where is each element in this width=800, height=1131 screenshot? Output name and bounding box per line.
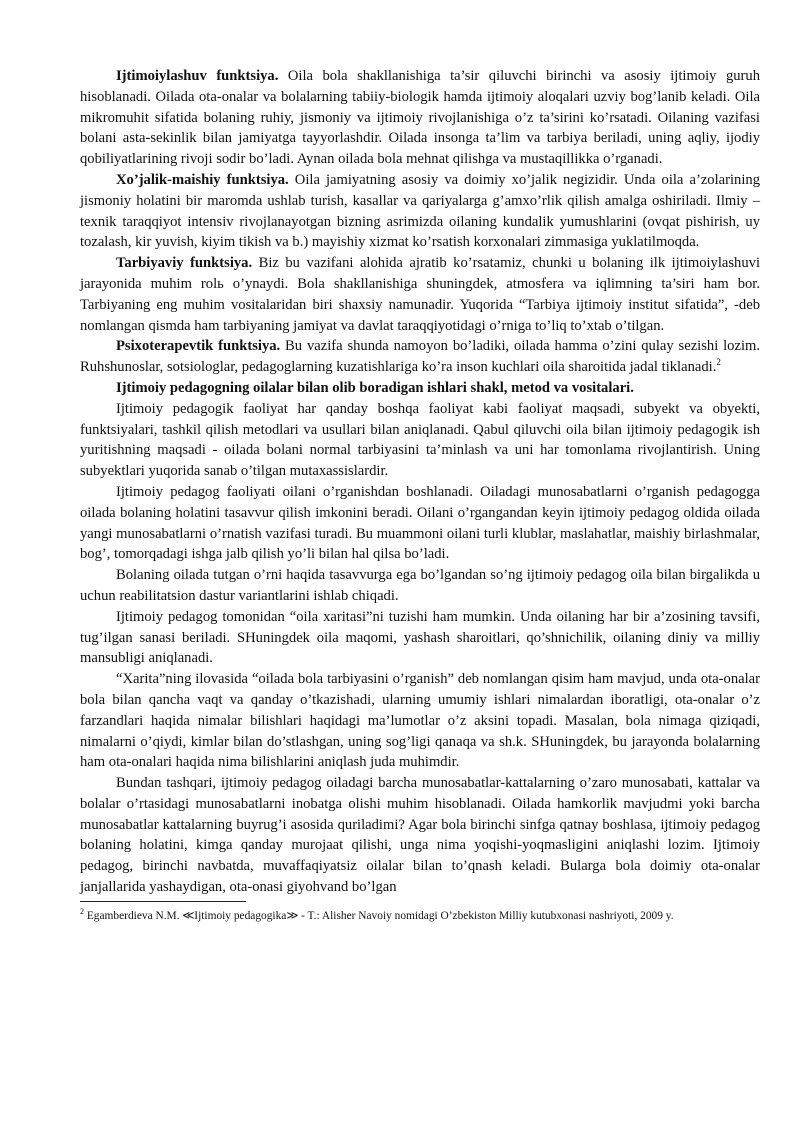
paragraph-body: Ijtimoiy pedagog faoliyati oilani o’rganishdan boshlanadi. Oiladagi munosabatlarni o’rganish pedagogga oilada bolaning holatini tasavvur qilish imkonini beradi. Oilani o’rgangandan keyin ijtimoiy pedagog oldida oilada yangi munosabatlarni o’rnatish vazifasi turadi. Bu muammoni oilani turli klublar, maslahatlar, maishiy birlashmalar, bog’, tomorqadagi ishga jalb qilish yo’li bilan hal qilsa bo’ladi.	[80, 483, 760, 563]
footnote-divider	[80, 901, 246, 902]
paragraph-text: Oila jamiyatning asosiy va doimiy xo’jalik negizidir. Unda oila a’zolarining jismoniy holatini bir maromda ushlab turish, kasallar va qariyalarga g’amxo’rlik qilish amalga oshiriladi. Ilmiy – texnik taraqqiyot intensiv rivojlanayotgan bizning asrimizda oilaning kundalik yumushlarini (ovqat pishirish, uy tozalash, kir yuvish, kiyim tikish va b.) mayishiy xizmat ko’rsatish korxonalari zimmasiga yuklatilmoqda.	[80, 171, 760, 251]
paragraph-body: Ijtimoiy pedagog tomonidan “oila xaritasi”ni tuzishi ham mumkin. Unda oilaning har bir a’zosining tavsifi, tug’ilgan sanasi beriladi. SHuningdek oila maqomi, yashash sharoitlari, qo’shnichilik, oilaning diniy va milliy mansubligi aniqlanadi.	[80, 608, 760, 667]
paragraph-heading: Ijtimoiylashuv funktsiya.	[116, 68, 279, 84]
footnote-text: Egamberdieva N.M. ≪Ijtimoiy pedagogika≫ - T.: Alisher Navoiy nomidagi O’zbekiston Milliy kutubxonasi nashriyoti, 2009 y.	[84, 909, 674, 922]
paragraph-body: “Xarita”ning ilovasida “oilada bola tarbiyasini o’rganish” deb nomlangan qisim ham mavjud, unda ota-onalar bola bilan qancha vaqt va qanday o’tkazishadi, ularning umumiy ishlari nimalardan iboratligi, ota-onalar o’z farzandlari haqida nimalar bilishlari haqidagi ma’lumotlar o’z aksini topadi. Masalan, bola nimaga qiziqadi, nimalarni o’qiydi, kimlar bilan do’stlashgan, uning sog’ligi qanaqa va sh.k. SHuningdek, bu jarayonda bolalarning ham ota-onalari haqida nima bilishlarini aniqlash juda muhimdir.	[80, 671, 760, 771]
paragraph-body: Ijtimoiy pedagogik faoliyat har qanday boshqa faoliyat kabi faoliyat maqsadi, subyekt va obyekti, funktsiyalari, tashkil qilish metodlari va usullari bilan aniqlanadi. Qabul qiluvchi oila bilan ijtimoiy pedagogik ish yuritishning maqsadi - oilada bolani normal tarbiyasini ta’minlash va uni har tomonlama rivojlantirish. Uning subyektlari yuqorida sanab o’tilgan mutaxassislardir.	[80, 400, 760, 480]
paragraph-household	[80, 170, 760, 253]
document-body	[80, 66, 760, 924]
section-heading	[80, 378, 760, 399]
paragraph-heading: Psixoterapevtik funktsiya.	[116, 338, 281, 355]
footnote	[80, 904, 760, 924]
footnote-reference[interactable]: 2	[716, 357, 721, 368]
paragraph-psychotherapeutic	[80, 336, 760, 378]
paragraph-text: Oila bola shakllanishiga ta’sir qiluvchi birinchi va asosiy ijtimoiy guruh hisoblanadi. Oilada ota-onalar va bolalarning tabiiy-biologik hamda ijtimoiy aloqalari uzviy bog’lanib keladi. Oila mikromuhit sifatida bolaning ruhiy, jismoniy va ijtimoiy rivojlanishiga o’z ta’sirini ko’rsatadi. Oilaning vazifasi bolani asta-sekinlik bilan jamiyatga tayyorlashdir. Oilada insonga ta’lim va tarbiya beriladi, uning aqliy, ijodiy qobiliyatlarining rivoji sodir bo’ladi. Aynan oilada bola mehnat qilishga va mustaqillikka o’rganadi.	[80, 68, 761, 168]
footnote-mark: 2	[80, 906, 84, 916]
paragraph-text: Bu vazifa shunda namoyon bo’ladiki, oilada hamma o’zini qulay sezishi lozim. Ruhshunoslar, sotsiologlar, pedagoglarning kuzatishlariga ko’ra inson kuchlari oila sharoitida jadal tiklanadi.	[80, 338, 761, 376]
paragraph-text: Biz bu vazifani alohida ajratib ko’rsatamiz, chunki u bolaning ilk ijtimoiylashuvi jarayonida muhim rolь o’ynaydi. Bola shakllanishiga shuningdek, atmosfera va iqlimning ta’siri ham bor. Tarbiyaning eng muhim vositalaridan biri shaxsiy namunadir. Yuqorida “Tarbiya ijtimoiy institut sifatida”, -deb nomlangan qismda ham tarbiyaning jamiyat va davlat taraqqiyotidagi o’rniga to’liq to’xtab o’tilgan.	[80, 255, 760, 334]
paragraph-heading: Xo’jalik-maishiy funktsiya.	[116, 171, 289, 188]
paragraph-body: Bundan tashqari, ijtimoiy pedagog oiladagi barcha munosabatlar-kattalarning o’zaro munosabati, kattalar va bolalar o’rtasidagi munosabatlarni inobatga olishi muhim hisoblanadi. Oilada hamkorlik mavjudmi yoki barcha munosabatlar kattalarning buyrug’i asosida quriladimi? Agar bola birinchi sinfga qatnay boshlasa, ijtimoiy pedagog bolaning holatini, kimga qanday murojaat qilishi, unga nima yoqishi-yoqmasligini aniqlashi lozim. Ijtimoiy pedagog, birinchi navbatda, muvaffaqiyatsiz oilalar bilan to’qnash keladi. Bularga bola doimiy ota-onalar janjallarida yashaydigan, ota-onasi giyohvand bo’lgan	[80, 775, 760, 896]
paragraph-educational	[80, 253, 760, 336]
paragraph-body: Bolaning oilada tutgan o’rni haqida tasavvurga ega bo’lgandan so’ng ijtimoiy pedagog oila bilan birgalikda u uchun reabilitatsion dastur variantlarini ishlab chiqadi.	[80, 567, 760, 604]
paragraph-heading: Tarbiyaviy funktsiya.	[116, 255, 253, 272]
section-heading-text: Ijtimoiy pedagogning oilalar bilan olib boradigan ishlari shakl, metod va vositalari.	[116, 379, 634, 396]
paragraph-socialization	[80, 66, 760, 170]
